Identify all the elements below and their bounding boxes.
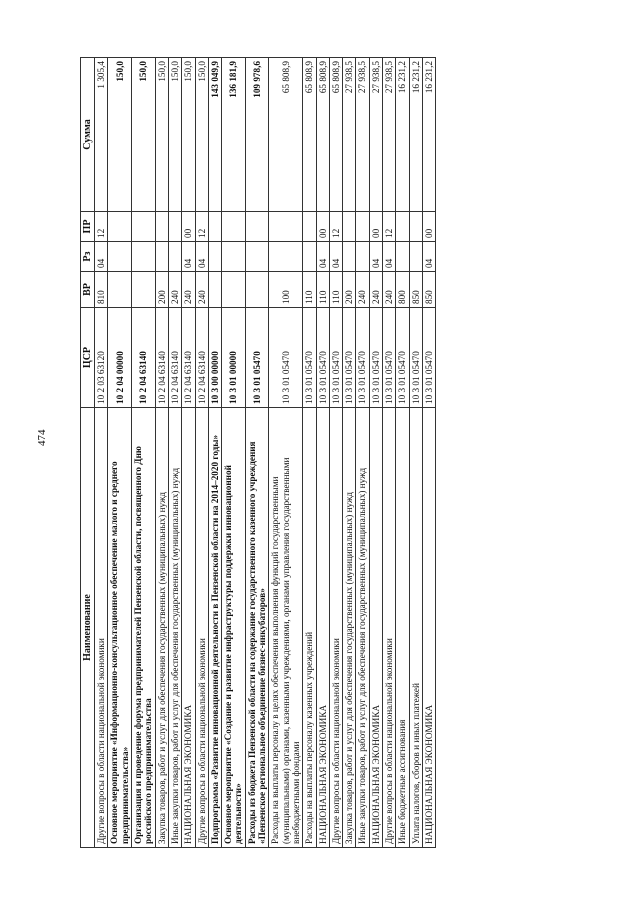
cell-sum: 27 938,5	[383, 58, 396, 212]
cell-rz	[108, 242, 132, 272]
cell-csr: 10 3 01 05470	[356, 308, 369, 408]
cell-sum: 27 938,5	[369, 58, 382, 212]
cell-name: Иные бюджетные ассигнования	[396, 408, 409, 848]
cell-csr: 10 3 01 05470	[316, 308, 329, 408]
cell-vr: 110	[329, 272, 342, 308]
cell-vr: 800	[396, 272, 409, 308]
table-row	[343, 58, 356, 848]
table-row	[208, 58, 221, 848]
table-row	[316, 58, 329, 848]
cell-pr	[343, 212, 356, 242]
cell-vr	[208, 272, 221, 308]
cell-sum: 16 231,2	[422, 58, 435, 212]
cell-csr: 10 2 03 63120	[95, 308, 108, 408]
header-csr: ЦСР	[81, 308, 95, 408]
table-row	[222, 58, 246, 848]
cell-pr	[168, 212, 181, 242]
cell-name: Расходы на выплаты персоналу казенных учреждений	[303, 408, 316, 848]
cell-name: Другие вопросы в области национальной экономики	[95, 408, 108, 848]
budget-table	[80, 57, 436, 848]
cell-rz	[303, 242, 316, 272]
cell-rz	[396, 242, 409, 272]
table-row	[132, 58, 156, 848]
cell-sum: 16 231,2	[409, 58, 422, 212]
table-row	[108, 58, 132, 848]
cell-vr	[245, 272, 269, 308]
cell-rz: 04	[95, 242, 108, 272]
rotated-page-content	[80, 58, 600, 848]
cell-csr: 10 3 00 00000	[208, 308, 221, 408]
cell-csr: 10 3 01 05470	[303, 308, 316, 408]
cell-sum: 150,0	[168, 58, 181, 212]
cell-rz: 04	[195, 242, 208, 272]
cell-csr: 10 3 01 05470	[383, 308, 396, 408]
cell-csr: 10 3 01 00000	[222, 308, 246, 408]
cell-csr: 10 3 01 05470	[422, 308, 435, 408]
cell-sum: 65 808,9	[303, 58, 316, 212]
cell-name: НАЦИОНАЛЬНАЯ ЭКОНОМИКА	[422, 408, 435, 848]
header-vr: ВР	[81, 272, 95, 308]
cell-vr: 240	[369, 272, 382, 308]
cell-csr: 10 3 01 05470	[409, 308, 422, 408]
cell-vr: 100	[269, 272, 303, 308]
cell-name: Другие вопросы в области национальной экономики	[383, 408, 396, 848]
cell-csr: 10 2 04 63140	[195, 308, 208, 408]
cell-pr: 12	[329, 212, 342, 242]
header-rz: Рз	[81, 242, 95, 272]
cell-name: Иные закупки товаров, работ и услуг для обеспечения государственных (муниципальных) нужд	[168, 408, 181, 848]
cell-csr: 10 2 04 63140	[168, 308, 181, 408]
cell-pr	[269, 212, 303, 242]
cell-pr	[245, 212, 269, 242]
cell-vr: 240	[168, 272, 181, 308]
cell-csr: 10 3 01 05470	[369, 308, 382, 408]
cell-csr: 10 3 01 05470	[245, 308, 269, 408]
cell-pr	[409, 212, 422, 242]
cell-name: Основное мероприятие «Информационно-консультационное обеспечение малого и среднего предпринимательства»	[108, 408, 132, 848]
cell-pr: 00	[182, 212, 195, 242]
cell-name: Другие вопросы в области национальной экономики	[329, 408, 342, 848]
table-row	[409, 58, 422, 848]
cell-pr: 12	[383, 212, 396, 242]
cell-csr: 10 2 04 00000	[108, 308, 132, 408]
table-row	[396, 58, 409, 848]
cell-sum: 65 808,9	[269, 58, 303, 212]
cell-rz	[222, 242, 246, 272]
cell-sum: 27 938,5	[343, 58, 356, 212]
cell-pr: 12	[95, 212, 108, 242]
cell-pr: 00	[422, 212, 435, 242]
cell-vr	[132, 272, 156, 308]
cell-vr: 200	[155, 272, 168, 308]
cell-sum: 65 808,9	[329, 58, 342, 212]
cell-rz: 04	[369, 242, 382, 272]
cell-pr: 12	[195, 212, 208, 242]
cell-vr: 240	[195, 272, 208, 308]
cell-rz: 04	[182, 242, 195, 272]
cell-rz	[155, 242, 168, 272]
cell-name: Расходы на выплаты персоналу в целях обеспечения выполнения функций государственными (муниципальными) органами, казенными учреждениями, органами управления государственными внебюджетными фондами	[269, 408, 303, 848]
cell-sum: 1 305,4	[95, 58, 108, 212]
header-name: Наименование	[81, 408, 95, 848]
table-row	[356, 58, 369, 848]
cell-pr	[356, 212, 369, 242]
cell-vr: 240	[182, 272, 195, 308]
cell-rz	[343, 242, 356, 272]
cell-name: Организация и проведение форума предпринимателей Пензенской области, посвященного Дню российского предпринимательства	[132, 408, 156, 848]
cell-rz: 04	[422, 242, 435, 272]
cell-sum: 150,0	[182, 58, 195, 212]
cell-name: Основное мероприятие «Создание и развитие инфраструктуры поддержки инновационной деятельности»	[222, 408, 246, 848]
cell-sum: 65 808,9	[316, 58, 329, 212]
cell-name: НАЦИОНАЛЬНАЯ ЭКОНОМИКА	[369, 408, 382, 848]
cell-name: НАЦИОНАЛЬНАЯ ЭКОНОМИКА	[316, 408, 329, 848]
page-number: 474	[36, 429, 48, 446]
table-row	[303, 58, 316, 848]
cell-name: Закупка товаров, работ и услуг для обеспечения государственных (муниципальных) нужд	[155, 408, 168, 848]
header-sum: Сумма	[81, 58, 95, 212]
table-row	[95, 58, 108, 848]
cell-pr	[396, 212, 409, 242]
cell-name: Подпрограмма «Развитие инновационной деятельности в Пензенской области на 2014–2020 годы»	[208, 408, 221, 848]
cell-sum: 150,0	[195, 58, 208, 212]
cell-name: Уплата налогов, сборов и иных платежей	[409, 408, 422, 848]
cell-vr: 240	[383, 272, 396, 308]
table-row	[329, 58, 342, 848]
cell-sum: 136 181,9	[222, 58, 246, 212]
cell-vr: 850	[422, 272, 435, 308]
table-row	[155, 58, 168, 848]
cell-csr: 10 3 01 05470	[343, 308, 356, 408]
cell-vr: 110	[303, 272, 316, 308]
table-row	[182, 58, 195, 848]
cell-csr: 10 3 01 05470	[396, 308, 409, 408]
cell-vr: 200	[343, 272, 356, 308]
cell-vr	[222, 272, 246, 308]
cell-name: Расходы из бюджета Пензенской области на содержание государственного казенного учреждения «Пензенское региональное объединение бизнес-инкубаторов»	[245, 408, 269, 848]
table-header-row	[81, 58, 95, 848]
cell-pr: 00	[369, 212, 382, 242]
cell-name: Закупка товаров, работ и услуг для обеспечения государственных (муниципальных) нужд	[343, 408, 356, 848]
cell-rz: 04	[316, 242, 329, 272]
cell-csr: 10 3 01 05470	[269, 308, 303, 408]
cell-pr	[208, 212, 221, 242]
cell-vr	[108, 272, 132, 308]
table-body	[95, 58, 436, 848]
cell-rz	[409, 242, 422, 272]
table-row	[383, 58, 396, 848]
cell-name: НАЦИОНАЛЬНАЯ ЭКОНОМИКА	[182, 408, 195, 848]
cell-pr	[303, 212, 316, 242]
cell-csr: 10 2 04 63140	[155, 308, 168, 408]
cell-vr: 240	[356, 272, 369, 308]
cell-vr: 850	[409, 272, 422, 308]
table-row	[195, 58, 208, 848]
cell-csr: 10 2 04 63140	[182, 308, 195, 408]
cell-rz	[245, 242, 269, 272]
cell-csr: 10 2 04 63140	[132, 308, 156, 408]
cell-rz	[168, 242, 181, 272]
cell-vr: 810	[95, 272, 108, 308]
table-row	[168, 58, 181, 848]
cell-pr: 00	[316, 212, 329, 242]
table-row	[369, 58, 382, 848]
cell-rz	[356, 242, 369, 272]
cell-vr: 110	[316, 272, 329, 308]
cell-pr	[108, 212, 132, 242]
cell-sum: 150,0	[155, 58, 168, 212]
cell-sum: 27 938,5	[356, 58, 369, 212]
cell-rz	[269, 242, 303, 272]
cell-sum: 150,0	[108, 58, 132, 212]
cell-rz	[132, 242, 156, 272]
cell-sum: 150,0	[132, 58, 156, 212]
cell-sum: 109 978,6	[245, 58, 269, 212]
cell-rz: 04	[383, 242, 396, 272]
table-row	[422, 58, 435, 848]
cell-sum: 16 231,2	[396, 58, 409, 212]
cell-rz: 04	[329, 242, 342, 272]
cell-pr	[132, 212, 156, 242]
cell-name: Иные закупки товаров, работ и услуг для обеспечения государственных (муниципальных) нужд	[356, 408, 369, 848]
table-row	[245, 58, 269, 848]
cell-sum: 143 049,9	[208, 58, 221, 212]
table-row	[269, 58, 303, 848]
cell-pr	[155, 212, 168, 242]
cell-name: Другие вопросы в области национальной экономики	[195, 408, 208, 848]
cell-csr: 10 3 01 05470	[329, 308, 342, 408]
cell-pr	[222, 212, 246, 242]
header-pr: ПР	[81, 212, 95, 242]
cell-rz	[208, 242, 221, 272]
